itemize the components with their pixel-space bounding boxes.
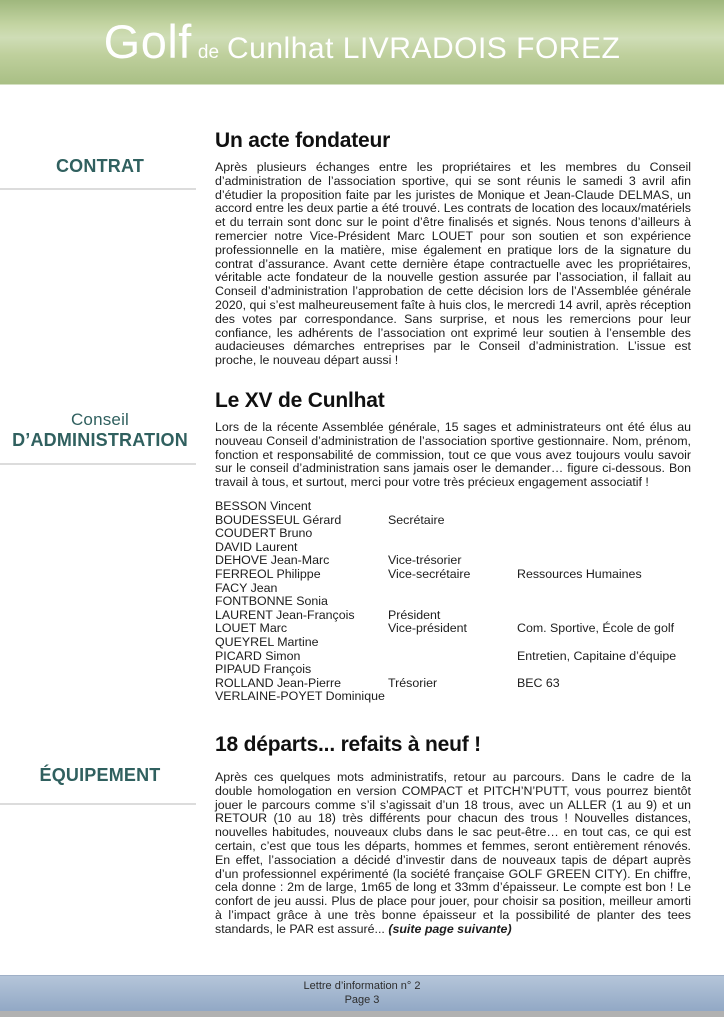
sidebar-divider-1: [0, 188, 196, 190]
member-role: Vice-président: [388, 621, 467, 636]
board-member-row: [215, 677, 715, 691]
board-member-row: [215, 622, 715, 636]
footer-newsletter-number: Lettre d’information n° 2: [303, 980, 421, 992]
member-commission: [517, 500, 707, 514]
member-role: [388, 690, 517, 704]
member-role: [388, 595, 517, 609]
member-name: DEHOVE Jean-Marc: [215, 553, 330, 568]
board-member-row: [215, 636, 715, 650]
board-member-row: [215, 650, 715, 664]
member-commission: [517, 636, 707, 650]
board-member-row: [215, 500, 715, 514]
member-commission: [517, 663, 707, 677]
member-name: FACY Jean: [215, 580, 278, 595]
member-name: FONTBONNE Sonia: [215, 594, 328, 609]
member-role: Vice-trésorier: [388, 553, 462, 568]
member-commission: [517, 514, 707, 528]
continuation-note: (suite page suivante): [388, 921, 512, 936]
member-commission: [517, 595, 707, 609]
member-name: PICARD Simon: [215, 648, 301, 663]
member-name: DAVID Laurent: [215, 539, 298, 554]
member-name: LAURENT Jean-François: [215, 607, 355, 622]
member-role: Trésorier: [388, 675, 438, 690]
header-title-golf: Golf: [103, 15, 192, 68]
member-commission: BEC 63: [517, 675, 560, 690]
member-commission: [517, 554, 707, 568]
member-commission: [517, 541, 707, 555]
sidebar-label-equipement: ÉQUIPEMENT: [39, 765, 161, 785]
member-role: [388, 650, 517, 664]
member-name: BOUDESSEUL Gérard: [215, 512, 342, 527]
section-heading-xv-cunlhat: Le XV de Cunlhat: [215, 389, 385, 412]
member-role: Président: [388, 607, 441, 622]
member-commission: Ressources Humaines: [517, 566, 642, 581]
member-name: COUDERT Bruno: [215, 526, 313, 541]
board-member-row: [215, 663, 715, 677]
sidebar-divider-2: [0, 463, 196, 465]
section-body-acte-fondateur: Après plusieurs échanges entre les propriétaires et les membres du Conseil d’administration de l’association sportive, qui se sont réunis le samedi 3 avril afin d’étudier la proposition faite par les juristes de Monique et Jean-Claude DELMAS, un accord entre les deux partie a été trouvé. Les contrats de location des locaux/matériels et du terrain sont donc sur le point d’être finalisés et signés. Nous tenons d’ailleurs à remercier notre Vice-Président Marc LOUET pour son soutien et son expérience professionnelle en la matière, mise également en pratique lors de la signature du contrat d’assurance. Avant cette dernière étape contractuelle avec les propriétaires, véritable acte fondateur de la nouvelle gestion assurée par l’association, il fallait au Conseil d’administration l’approbation de cette décision lors de l’Assemblée générale 2020, qui s’est malheureusement faîte à huis clos, le mercredi 14 avril, après réception des votes par correspondance. Sans surprise, et nous les remercions pour leur confiance, les adhérents de l’association ont exprimé leur soutien à l’ensemble des audacieuses démarches entreprises par le Conseil d’administration. L’issue est proche, le nouveau départ aussi !: [215, 160, 691, 368]
board-member-row: [215, 595, 715, 609]
member-commission: Entretien, Capitaine d’équipe: [517, 648, 677, 663]
header-title-connector: de: [197, 42, 220, 63]
member-name: BESSON Vincent: [215, 499, 312, 513]
board-member-row: [215, 527, 715, 541]
member-role: [388, 500, 517, 514]
member-role: Secrétaire: [388, 512, 445, 527]
member-role: [388, 636, 517, 650]
board-member-row: [215, 514, 715, 528]
board-member-row: [215, 568, 715, 582]
member-name: QUEYREL Martine: [215, 634, 319, 649]
member-name: VERLAINE-POYET Dominique: [215, 689, 385, 704]
member-commission: Com. Sportive, École de golf: [517, 621, 675, 636]
footer-page-number: Page 3: [344, 993, 380, 1006]
newsletter-header-banner: [0, 0, 724, 85]
sidebar-label-administration: D’ADMINISTRATION: [12, 430, 188, 450]
board-member-row: [215, 582, 715, 596]
sidebar-label-conseil: Conseil: [70, 410, 130, 429]
member-name: ROLLAND Jean-Pierre: [215, 675, 342, 690]
member-commission: [517, 690, 707, 704]
newsletter-footer-banner: [0, 975, 724, 1017]
member-name: FERREOL Philippe: [215, 566, 321, 581]
sidebar-label-contrat: CONTRAT: [55, 156, 145, 176]
member-name: PIPAUD François: [215, 662, 312, 677]
sidebar-divider-3: [0, 803, 196, 805]
member-name: LOUET Marc: [215, 621, 288, 636]
board-member-row: [215, 554, 715, 568]
board-members-table: [215, 500, 715, 704]
header-title-club-name: Cunlhat LIVRADOIS FOREZ: [227, 32, 621, 65]
member-role: [388, 663, 517, 677]
section-body-departs: [215, 771, 691, 937]
member-role: [388, 582, 517, 596]
section-heading-departs: 18 départs... refaits à neuf !: [215, 733, 481, 756]
member-role: Vice-secrétaire: [388, 566, 471, 581]
section-body-xv-cunlhat: Lors de la récente Assemblée générale, 15 sages et administrateurs ont été élus au nouveau Conseil d’administration de l’association sportive gestionnaire. Nom, prénom, fonction et responsabilité de commission, tout ce que vous avez toujours voulu savoir sur le conseil d’administration sans jamais oser le demander… figure ci-dessous. Bon travail à tous, et surtout, merci pour votre très précieux engagement associatif !: [215, 420, 691, 490]
member-commission: [517, 527, 707, 541]
board-member-row: [215, 541, 715, 555]
member-role: [388, 527, 517, 541]
member-commission: [517, 582, 707, 596]
section-body-departs-text: Après ces quelques mots administratifs, retour au parcours. Dans le cadre de la double homologation en version COMPACT et PITCH’N’PUTT, vous pourrez bientôt jouer le parcours comme s’il s’agissait d’un 18 trous, avec un ALLER (1 au 9) et un RETOUR (10 au 18) très différents pour chacun des trous ! Nouvelles distances, nouvelles habitudes, nouveaux clubs dans le sac peut-être… en tout cas, ce qui est certain, c’est que tous les départs, hommes et femmes, seront entièrement rénovés. En effet, l’association a décidé d’investir dans de nouveaux tapis de départ auprès d’un professionnel expérimenté (la société française GOLF GREEN CITY). En chiffre, cela donne : 2m de large, 1m65 de long et 33mm d’épaisseur. Le compte est bon ! Le confort de jeu aussi. Plus de place pour jouer, pour choisir sa position, meilleur amorti à l’impact grâce à une très bonne épaisseur et la possibilité de planter des tees standards, le PAR est assuré...: [215, 770, 691, 936]
member-role: [388, 541, 517, 555]
section-heading-acte-fondateur: Un acte fondateur: [215, 129, 391, 152]
board-member-row: [215, 690, 715, 704]
